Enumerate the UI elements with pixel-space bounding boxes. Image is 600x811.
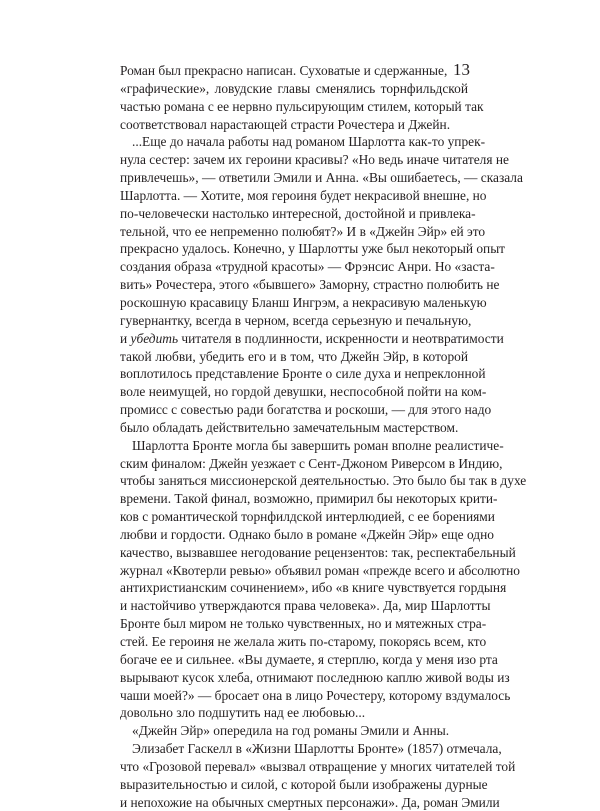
text-line: стей. Ее героиня не желала жить по-старому, покорясь всем, кто [120,634,487,649]
text-line: времени. Такой финал, возможно, примирил бы некоторых крити- [120,491,498,507]
text-line: прекрасно удалось. Конечно, у Шарлотты уже был некоторый опыт [120,241,506,257]
page-number: 13 [453,60,470,79]
text-line: гувернантку, всегда в черном, всегда серьезную и печальную, [120,312,472,328]
text-line: антихристианским сочинением», ибо «в книге чувствуется гордыня [120,580,507,596]
text-line: нула сестер: зачем их героини красивы? «Но ведь иначе читателя не [120,152,509,168]
body-text [120,62,527,811]
text-line: создания образа «трудной красоты» — Фрэнсис Анри. Но «заста- [120,259,495,275]
text-line: Шарлотта. — Хотите, моя героиня будет некрасивой внешне, но [120,187,487,203]
text-line: любви и гордости. Однако было в романе «Джейн Эйр» еще одно [120,526,494,542]
text-line: было обладать действительно замечательным мастерством. [120,419,459,435]
text-line: журнал «Квотерли ревью» объявил роман «прежде всего и абсолютно [120,562,520,578]
text-line: довольно зло подшутить над ее любовью... [120,705,366,721]
text-line: чаши моей?» — бросает она в лицо Рочестеру, которому вздумалось [120,687,511,703]
text-line: такой любви, убедить его и в том, что Джейн Эйр, в которой [120,348,468,364]
text-line: промисс с совестью ради богатства и роскоши, — для этого надо [120,402,492,418]
text-line: воплотилось представление Бронте о силе духа и непреклонной [120,366,486,382]
text-line: воле неимущей, но гордой девушки, неспособной пойти на ком- [120,384,487,400]
text-line: вырывают кусок хлеба, отнимают последнюю каплю живой воды из [120,669,510,685]
text-line: соответствовал нарастающей страсти Рочестера и Джейн. [120,116,451,132]
text-line: ским финалом: Джейн уезжает с Сент-Джоном Риверсом в Индию, [120,455,503,471]
text-line: «Джейн Эйр» опередила на год романы Эмили и Анны. [132,723,450,739]
text-line: что «Грозовой перевал» «вызвал отвращение у многих читателей той [120,758,516,774]
text-line: вить» Рочестера, этого «бывшего» Заморну, страстно полюбить не [120,277,500,293]
text-line: тельной, что ее непременно полюбят?» И в «Джейн Эйр» ей это [120,223,486,239]
text-line [120,330,504,348]
text-line: Элизабет Гаскелл в «Жизни Шарлотты Бронте» (1857) отмечала, [132,741,502,757]
italic-word: убедить [130,330,179,346]
text-line: Шарлотта Бронте могла бы завершить роман вполне реалистиче- [132,437,504,453]
text-line: ков с романтической торнфилдской интерлюдией, с ее борениями [120,509,495,525]
text-line: роскошную красавицу Бланш Ингрэм, а некрасивую маленькую [120,294,487,310]
text-fragment: читателя в подлинности, искренности и неотвратимости [178,330,504,346]
text-line: «графические», ловудские главы сменялись торнфильдской [120,80,468,96]
text-line: и настойчиво утверждаются права человека». Да, мир Шарлотты [120,598,491,614]
text-line: частью романа с ее нервно пульсирующим стилем, который так [120,98,484,114]
text-line: выразительностью и силой, с которой были изображены дурные [120,776,488,792]
text-line: по-человечески настолько интересной, достойной и привлека- [120,205,476,221]
text-line: богаче ее и сильнее. «Вы думаете, я стерплю, когда у меня изо рта [120,651,498,667]
text-line: качество, вызвавшее негодование рецензентов: так, респектабельный [120,544,516,560]
text-line: Роман был прекрасно написан. Суховатые и сдержанные, [120,63,448,78]
text-line: ...Еще до начала работы над романом Шарлотта как-то упрек- [132,134,486,150]
text-line: чтобы заняться миссионерской деятельностью. Это было бы так в духе [120,473,527,489]
text-line: и непохожие на обычных смертных персонажи». Да, роман Эмили [120,794,500,810]
text-fragment: и [120,330,131,346]
text-line: Бронте был миром не только чувственных, но и мятежных стра- [120,616,487,632]
text-line: привлечешь», — ответили Эмили и Анна. «Вы ошибаетесь, — сказала [120,170,523,186]
